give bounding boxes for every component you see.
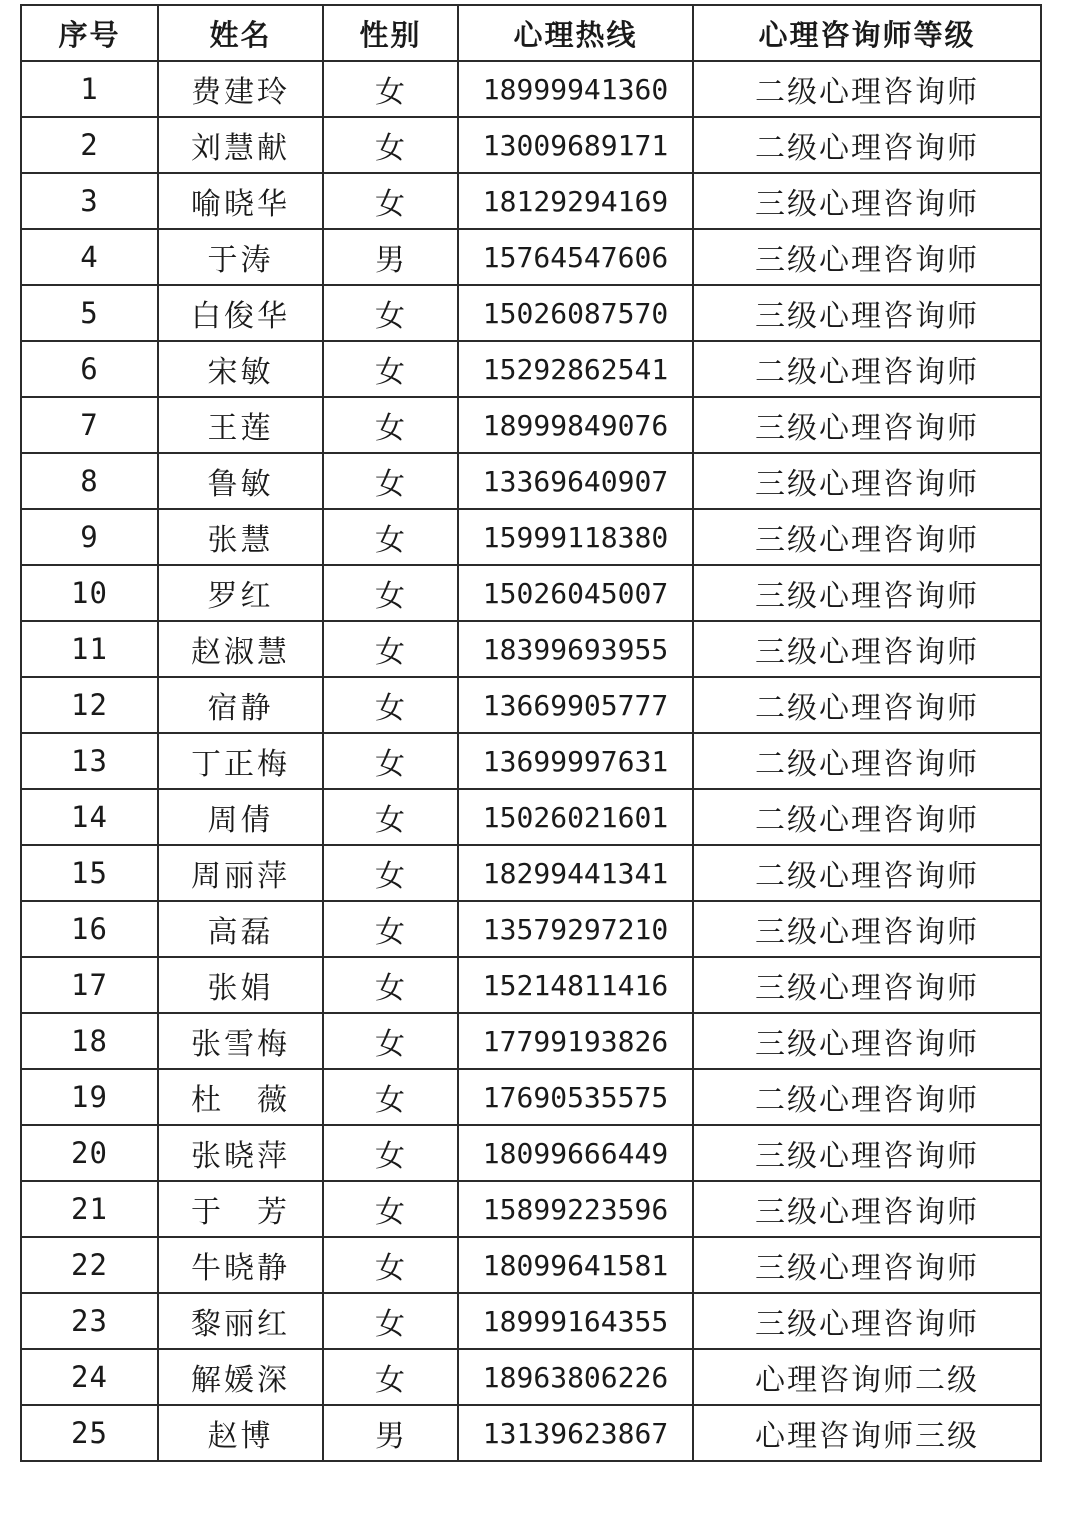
counselor-level-cell: 三级心理咨询师 — [693, 1013, 1041, 1069]
serial-number-cell: 10 — [21, 565, 158, 621]
table-row — [21, 397, 1041, 453]
hotline-cell: 18399693955 — [458, 621, 693, 677]
name-cell: 王莲 — [158, 397, 323, 453]
table-row — [21, 285, 1041, 341]
gender-cell: 女 — [323, 1069, 458, 1125]
table-row — [21, 1181, 1041, 1237]
serial-number-cell: 3 — [21, 173, 158, 229]
table-row — [21, 1405, 1041, 1461]
hotline-cell: 13579297210 — [458, 901, 693, 957]
hotline-cell: 18099666449 — [458, 1125, 693, 1181]
name-cell: 张慧 — [158, 509, 323, 565]
serial-number-cell: 4 — [21, 229, 158, 285]
counselor-level-cell: 三级心理咨询师 — [693, 1237, 1041, 1293]
table-body — [21, 61, 1041, 1461]
table-row — [21, 229, 1041, 285]
gender-cell: 女 — [323, 1237, 458, 1293]
counselor-level-cell: 三级心理咨询师 — [693, 957, 1041, 1013]
table-row — [21, 789, 1041, 845]
counselor-level-cell: 三级心理咨询师 — [693, 173, 1041, 229]
gender-cell: 女 — [323, 117, 458, 173]
hotline-cell: 13009689171 — [458, 117, 693, 173]
gender-cell: 女 — [323, 61, 458, 117]
serial-number-cell: 8 — [21, 453, 158, 509]
hotline-cell: 17799193826 — [458, 1013, 693, 1069]
name-cell: 解媛深 — [158, 1349, 323, 1405]
name-cell: 牛晓静 — [158, 1237, 323, 1293]
name-cell: 张娟 — [158, 957, 323, 1013]
hotline-cell: 15214811416 — [458, 957, 693, 1013]
hotline-cell: 13669905777 — [458, 677, 693, 733]
counselor-level-cell: 二级心理咨询师 — [693, 61, 1041, 117]
table-row — [21, 1237, 1041, 1293]
name-cell: 费建玲 — [158, 61, 323, 117]
name-cell: 喻晓华 — [158, 173, 323, 229]
table-header-row — [21, 5, 1041, 61]
name-cell: 杜 薇 — [158, 1069, 323, 1125]
counselor-level-cell: 二级心理咨询师 — [693, 117, 1041, 173]
name-cell: 周倩 — [158, 789, 323, 845]
name-cell: 罗红 — [158, 565, 323, 621]
name-cell: 赵淑慧 — [158, 621, 323, 677]
serial-number-cell: 18 — [21, 1013, 158, 1069]
serial-number-cell: 24 — [21, 1349, 158, 1405]
name-cell: 宋敏 — [158, 341, 323, 397]
hotline-cell: 18129294169 — [458, 173, 693, 229]
counselor-level-cell: 心理咨询师二级 — [693, 1349, 1041, 1405]
name-cell: 赵博 — [158, 1405, 323, 1461]
serial-number-cell: 15 — [21, 845, 158, 901]
counselor-table — [20, 4, 1042, 1462]
serial-number-cell: 6 — [21, 341, 158, 397]
table-row — [21, 1293, 1041, 1349]
gender-cell: 女 — [323, 453, 458, 509]
serial-number-cell: 5 — [21, 285, 158, 341]
name-cell: 张晓萍 — [158, 1125, 323, 1181]
table-row — [21, 509, 1041, 565]
counselor-level-cell: 三级心理咨询师 — [693, 509, 1041, 565]
gender-cell: 女 — [323, 173, 458, 229]
counselor-level-cell: 三级心理咨询师 — [693, 621, 1041, 677]
table-row — [21, 453, 1041, 509]
gender-cell: 女 — [323, 733, 458, 789]
serial-number-cell: 11 — [21, 621, 158, 677]
table-row — [21, 733, 1041, 789]
serial-number-cell: 23 — [21, 1293, 158, 1349]
table-row — [21, 621, 1041, 677]
counselor-level-cell: 三级心理咨询师 — [693, 1125, 1041, 1181]
table-row — [21, 1069, 1041, 1125]
counselor-level-cell: 三级心理咨询师 — [693, 397, 1041, 453]
name-cell: 丁正梅 — [158, 733, 323, 789]
counselor-level-cell: 三级心理咨询师 — [693, 1181, 1041, 1237]
name-cell: 高磊 — [158, 901, 323, 957]
name-cell: 黎丽红 — [158, 1293, 323, 1349]
hotline-cell: 18963806226 — [458, 1349, 693, 1405]
serial-number-cell: 21 — [21, 1181, 158, 1237]
table-row — [21, 957, 1041, 1013]
serial-number-cell: 2 — [21, 117, 158, 173]
table-row — [21, 173, 1041, 229]
name-cell: 于 芳 — [158, 1181, 323, 1237]
header-gender: 性别 — [323, 5, 458, 61]
table-row — [21, 565, 1041, 621]
gender-cell: 女 — [323, 1181, 458, 1237]
hotline-cell: 13139623867 — [458, 1405, 693, 1461]
serial-number-cell: 25 — [21, 1405, 158, 1461]
serial-number-cell: 7 — [21, 397, 158, 453]
hotline-cell: 15026087570 — [458, 285, 693, 341]
gender-cell: 女 — [323, 789, 458, 845]
hotline-cell: 15026045007 — [458, 565, 693, 621]
counselor-level-cell: 二级心理咨询师 — [693, 845, 1041, 901]
hotline-cell: 15899223596 — [458, 1181, 693, 1237]
table-row — [21, 677, 1041, 733]
counselor-level-cell: 二级心理咨询师 — [693, 341, 1041, 397]
gender-cell: 女 — [323, 621, 458, 677]
serial-number-cell: 12 — [21, 677, 158, 733]
counselor-level-cell: 二级心理咨询师 — [693, 677, 1041, 733]
header-hotline: 心理热线 — [458, 5, 693, 61]
serial-number-cell: 22 — [21, 1237, 158, 1293]
counselor-level-cell: 三级心理咨询师 — [693, 229, 1041, 285]
table-row — [21, 845, 1041, 901]
name-cell: 宿静 — [158, 677, 323, 733]
gender-cell: 女 — [323, 285, 458, 341]
serial-number-cell: 16 — [21, 901, 158, 957]
gender-cell: 女 — [323, 845, 458, 901]
table-row — [21, 1013, 1041, 1069]
hotline-cell: 13369640907 — [458, 453, 693, 509]
counselor-level-cell: 二级心理咨询师 — [693, 1069, 1041, 1125]
header-name: 姓名 — [158, 5, 323, 61]
gender-cell: 女 — [323, 677, 458, 733]
hotline-cell: 18999849076 — [458, 397, 693, 453]
name-cell: 白俊华 — [158, 285, 323, 341]
name-cell: 于涛 — [158, 229, 323, 285]
gender-cell: 女 — [323, 1293, 458, 1349]
gender-cell: 男 — [323, 1405, 458, 1461]
gender-cell: 女 — [323, 1125, 458, 1181]
table-row — [21, 341, 1041, 397]
hotline-cell: 15026021601 — [458, 789, 693, 845]
hotline-cell: 15999118380 — [458, 509, 693, 565]
counselor-level-cell: 三级心理咨询师 — [693, 285, 1041, 341]
gender-cell: 男 — [323, 229, 458, 285]
serial-number-cell: 19 — [21, 1069, 158, 1125]
hotline-cell: 18999941360 — [458, 61, 693, 117]
gender-cell: 女 — [323, 341, 458, 397]
header-serial-number: 序号 — [21, 5, 158, 61]
hotline-cell: 18099641581 — [458, 1237, 693, 1293]
name-cell: 周丽萍 — [158, 845, 323, 901]
name-cell: 刘慧献 — [158, 117, 323, 173]
gender-cell: 女 — [323, 901, 458, 957]
counselor-level-cell: 二级心理咨询师 — [693, 789, 1041, 845]
gender-cell: 女 — [323, 509, 458, 565]
table-row — [21, 1125, 1041, 1181]
table-row — [21, 1349, 1041, 1405]
serial-number-cell: 1 — [21, 61, 158, 117]
hotline-cell: 17690535575 — [458, 1069, 693, 1125]
header-counselor-level: 心理咨询师等级 — [693, 5, 1041, 61]
counselor-level-cell: 三级心理咨询师 — [693, 565, 1041, 621]
serial-number-cell: 9 — [21, 509, 158, 565]
serial-number-cell: 20 — [21, 1125, 158, 1181]
table-row — [21, 901, 1041, 957]
serial-number-cell: 14 — [21, 789, 158, 845]
hotline-cell: 13699997631 — [458, 733, 693, 789]
counselor-level-cell: 三级心理咨询师 — [693, 901, 1041, 957]
hotline-cell: 18299441341 — [458, 845, 693, 901]
table-row — [21, 61, 1041, 117]
serial-number-cell: 17 — [21, 957, 158, 1013]
gender-cell: 女 — [323, 397, 458, 453]
gender-cell: 女 — [323, 565, 458, 621]
counselor-level-cell: 三级心理咨询师 — [693, 453, 1041, 509]
counselor-list-sheet — [20, 4, 1040, 1462]
counselor-level-cell: 三级心理咨询师 — [693, 1293, 1041, 1349]
name-cell: 鲁敏 — [158, 453, 323, 509]
counselor-level-cell: 心理咨询师三级 — [693, 1405, 1041, 1461]
hotline-cell: 18999164355 — [458, 1293, 693, 1349]
name-cell: 张雪梅 — [158, 1013, 323, 1069]
table-row — [21, 117, 1041, 173]
gender-cell: 女 — [323, 1013, 458, 1069]
counselor-level-cell: 二级心理咨询师 — [693, 733, 1041, 789]
gender-cell: 女 — [323, 957, 458, 1013]
gender-cell: 女 — [323, 1349, 458, 1405]
hotline-cell: 15292862541 — [458, 341, 693, 397]
serial-number-cell: 13 — [21, 733, 158, 789]
hotline-cell: 15764547606 — [458, 229, 693, 285]
